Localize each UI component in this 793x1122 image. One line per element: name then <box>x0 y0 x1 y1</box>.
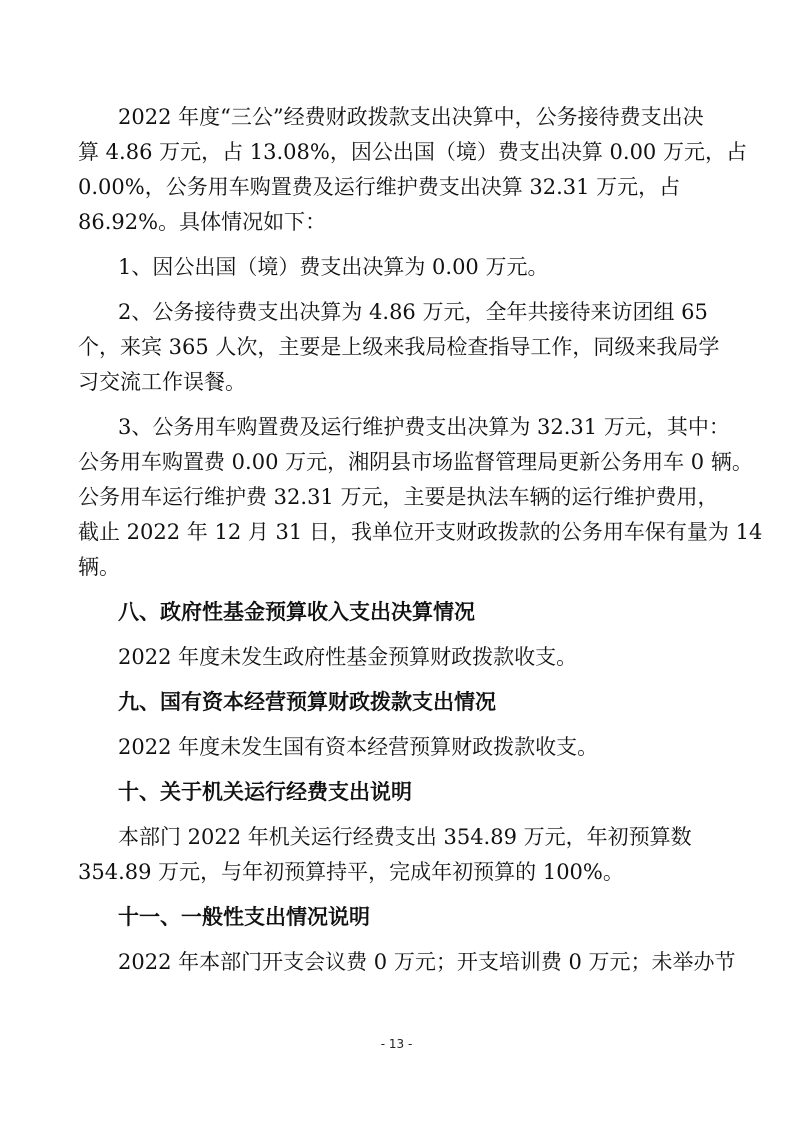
item-3-vehicles-line-3: 公务用车运行维护费 32.31 万元，主要是执法车辆的运行维护费用， <box>78 485 719 509</box>
item-3-vehicles-line-1: 3、公务用车购置费及运行维护费支出决算为 32.31 万元，其中： <box>118 415 730 439</box>
item-3-vehicles-line-2: 公务用车购置费 0.00 万元，湘阴县市场监督管理局更新公务用车 0 辆。 <box>78 450 753 474</box>
para-sangong-line-4: 86.92%。具体情况如下： <box>78 210 327 234</box>
item-2-reception-line-1: 2、公务接待费支出决算为 4.86 万元，全年共接待来访团组 65 <box>118 300 708 324</box>
item-2-reception-line-2: 个，来宾 365 人次，主要是上级来我局检查指导工作，同级来我局学 <box>78 335 720 359</box>
section-heading-10: 十、关于机关运行经费支出说明 <box>118 780 412 804</box>
section-heading-11: 十一、一般性支出情况说明 <box>118 905 370 929</box>
para-sangong-line-2: 算 4.86 万元，占 13.08%，因公出国（境）费支出决算 0.00 万元，占 <box>78 140 747 164</box>
section-heading-9: 九、国有资本经营预算财政拨款支出情况 <box>118 690 496 714</box>
page-number: - 13 - <box>380 1037 413 1051</box>
section-11-body-line-1: 2022 年本部门开支会议费 0 万元；开支培训费 0 万元；未举办节 <box>118 950 736 974</box>
para-sangong-line-3: 0.00%，公务用车购置费及运行维护费支出决算 32.31 万元，占 <box>78 175 681 199</box>
section-10-body-line-2: 354.89 万元，与年初预算持平，完成年初预算的 100%。 <box>78 860 624 884</box>
item-1-overseas: 1、因公出国（境）费支出决算为 0.00 万元。 <box>118 255 549 279</box>
section-10-body-line-1: 本部门 2022 年机关运行经费支出 354.89 万元，年初预算数 <box>118 825 692 849</box>
section-heading-8: 八、政府性基金预算收入支出决算情况 <box>118 600 475 624</box>
item-3-vehicles-line-5: 辆。 <box>78 555 120 579</box>
item-2-reception-line-3: 习交流工作误餐。 <box>78 370 246 394</box>
item-3-vehicles-line-4: 截止 2022 年 12 月 31 日，我单位开支财政拨款的公务用车保有量为 14 <box>78 520 763 544</box>
para-sangong-line-1: 2022 年度“三公”经费财政拨款支出决算中，公务接待费支出决 <box>118 105 704 129</box>
section-8-body: 2022 年度未发生政府性基金预算财政拨款收支。 <box>118 645 578 669</box>
section-9-body: 2022 年度未发生国有资本经营预算财政拨款收支。 <box>118 735 599 759</box>
